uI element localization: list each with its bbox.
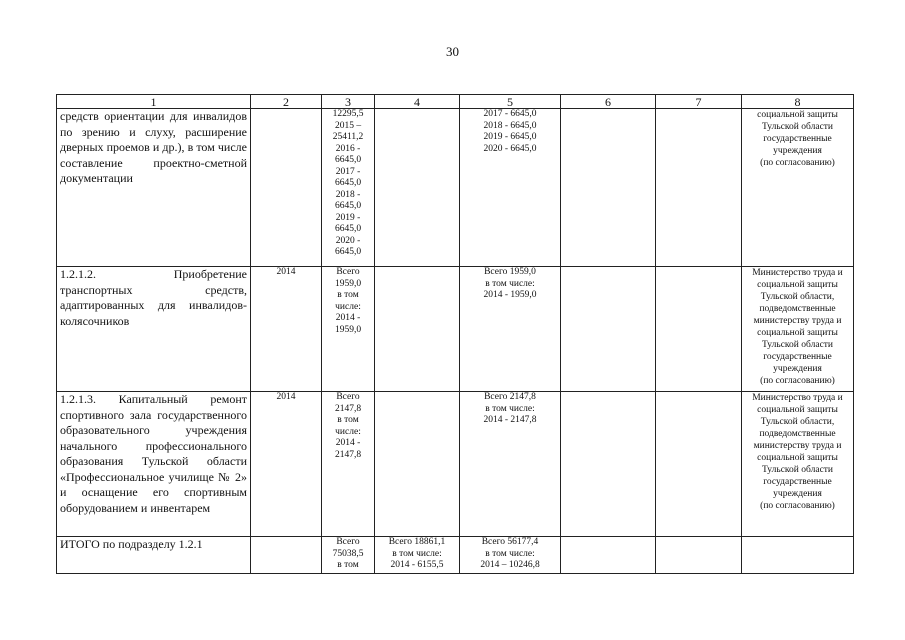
funding-line: 2018 - 6645,0 [483,120,537,131]
funding-line: 25411,2 [332,132,364,142]
executor-line: Тульской области [761,122,834,132]
total-funding-cell [322,267,375,392]
measure-description-cell [57,392,251,537]
funding-line: в том числе: [485,548,535,559]
executor-line: (по согласованию) [760,158,835,168]
funding-line: 6645,0 [334,247,362,257]
executor-line: Министерство труда и [752,393,843,403]
funding-line: 6645,0 [334,224,362,234]
funding-line: 1959,0 [334,278,362,289]
funding-line: в том [337,415,359,425]
federal-funding-cell [375,537,460,574]
municipal-funding-cell [561,537,656,574]
funding-line: в том числе: [485,278,535,289]
executor-line: государственные [763,477,832,487]
total-funding-cell [322,537,375,574]
regional-funding-cell [460,267,561,392]
executor-line: социальной защиты [757,110,838,120]
executor-cell [742,537,854,574]
column-number-8: 8 [742,95,854,109]
funding-line: 2014 - [335,313,361,323]
federal-funding-cell [375,109,460,267]
funding-line: 75038,5 [332,548,364,559]
table-row [57,392,854,537]
column-number-6: 6 [561,95,656,109]
executor-line: подведомственные [759,429,836,439]
funding-line: 6645,0 [334,201,362,211]
funding-line: 2015 – [334,120,362,131]
executor-line: (по согласованию) [760,376,835,386]
funding-line: в том [337,560,359,570]
column-number-7: 7 [656,95,742,109]
executor-line: Тульской области [761,340,834,350]
total-funding-cell [322,392,375,537]
executor-line: социальной защиты [757,280,838,290]
funding-line: Всего [336,267,360,277]
measure-description: ИТОГО по подразделу 1.2.1 [60,537,203,551]
executor-line: социальной защиты [757,328,838,338]
funding-line: 12295,5 [332,109,364,119]
funding-line: 2019 - [335,212,361,223]
executor-cell [742,392,854,537]
funding-line: 1959,0 [334,324,362,335]
column-number-1: 1 [57,95,251,109]
executor-line: Тульской области, [760,417,835,427]
funding-line: 2014 - 6155,5 [390,560,444,570]
measure-description-cell [57,109,251,267]
funding-line: 2016 - [335,143,361,154]
period-cell [251,109,322,267]
funding-line: 2147,8 [334,449,362,460]
funding-line: 2014 - 1959,0 [483,290,537,300]
measure-description: средств ориентации для инвалидов по зрению и слуху, расширение дверных проемов и др.), в том числе составление проектно-сметной документации [60,109,247,185]
municipal-funding-cell [561,267,656,392]
funding-line: числе: [335,426,361,437]
executor-line: (по согласованию) [760,501,835,511]
executor-line: министерству труда и [753,441,842,451]
executor-line: Министерство труда и [752,268,843,278]
table-row [57,109,854,267]
column-number-4: 4 [375,95,460,109]
period-cell: 2014 [251,392,322,537]
federal-funding-cell [375,392,460,537]
column-number-2: 2 [251,95,322,109]
funding-line: в том числе: [392,548,442,559]
page-number: 30 [446,44,459,59]
program-table [56,94,854,574]
executor-line: министерству труда и [753,316,842,326]
executor-line: учреждения [773,364,822,374]
executor-line: подведомственные [759,304,836,314]
federal-funding-cell [375,267,460,392]
regional-funding-cell [460,537,561,574]
measure-description-cell [57,537,251,574]
executor-cell [742,267,854,392]
measure-description: 1.2.1.3. Капитальный ремонт спортивного зала государственного образовательного учреждения начального профессионального образования Тульской области «Профессиональное училище № 2» и оснащение его спортивным оборудованием и инвентарем [60,392,247,515]
other-funding-cell [656,109,742,267]
funding-line: 2147,8 [334,403,362,414]
funding-line: 2018 - [335,189,361,200]
funding-line: Всего [336,392,360,402]
other-funding-cell [656,267,742,392]
municipal-funding-cell [561,109,656,267]
funding-line: Всего 1959,0 [484,267,536,277]
period-cell [251,537,322,574]
funding-line: числе: [335,301,361,312]
column-number-row [57,95,854,109]
funding-line: 2020 - [335,235,361,246]
column-number-3: 3 [322,95,375,109]
funding-line: Всего 2147,8 [484,392,536,402]
funding-line: 2019 - 6645,0 [483,132,537,142]
funding-line: 2017 - [335,166,361,177]
funding-line: 6645,0 [334,178,362,188]
period-cell: 2014 [251,267,322,392]
total-funding-cell [322,109,375,267]
measure-description-cell [57,267,251,392]
executor-line: государственные [763,134,832,144]
funding-line: 6645,0 [334,155,362,165]
regional-funding-cell [460,392,561,537]
funding-line: Всего [336,537,360,547]
column-number-5: 5 [460,95,561,109]
funding-line: 2014 - [335,438,361,448]
measure-description: 1.2.1.2. Приобретение транспортных средств, адаптированных для инвалидов-колясочников [60,267,247,328]
executor-line: учреждения [773,489,822,499]
executor-line: государственные [763,352,832,362]
funding-line: 2014 – 10246,8 [480,560,540,570]
executor-line: учреждения [773,146,822,156]
other-funding-cell [656,392,742,537]
executor-line: Тульской области, [760,292,835,302]
funding-line: 2014 - 2147,8 [483,415,537,425]
funding-line: Всего 56177,4 [481,537,539,547]
executor-line: Тульской области [761,465,834,475]
regional-funding-cell [460,109,561,267]
municipal-funding-cell [561,392,656,537]
executor-cell [742,109,854,267]
table-row [57,267,854,392]
funding-line: 2020 - 6645,0 [483,143,537,154]
funding-line: в том [337,290,359,300]
funding-line: Всего 18861,1 [388,537,446,547]
funding-line: в том числе: [485,403,535,414]
executor-line: социальной защиты [757,453,838,463]
funding-line: 2017 - 6645,0 [483,109,537,119]
other-funding-cell [656,537,742,574]
table-row [57,537,854,574]
executor-line: социальной защиты [757,405,838,415]
